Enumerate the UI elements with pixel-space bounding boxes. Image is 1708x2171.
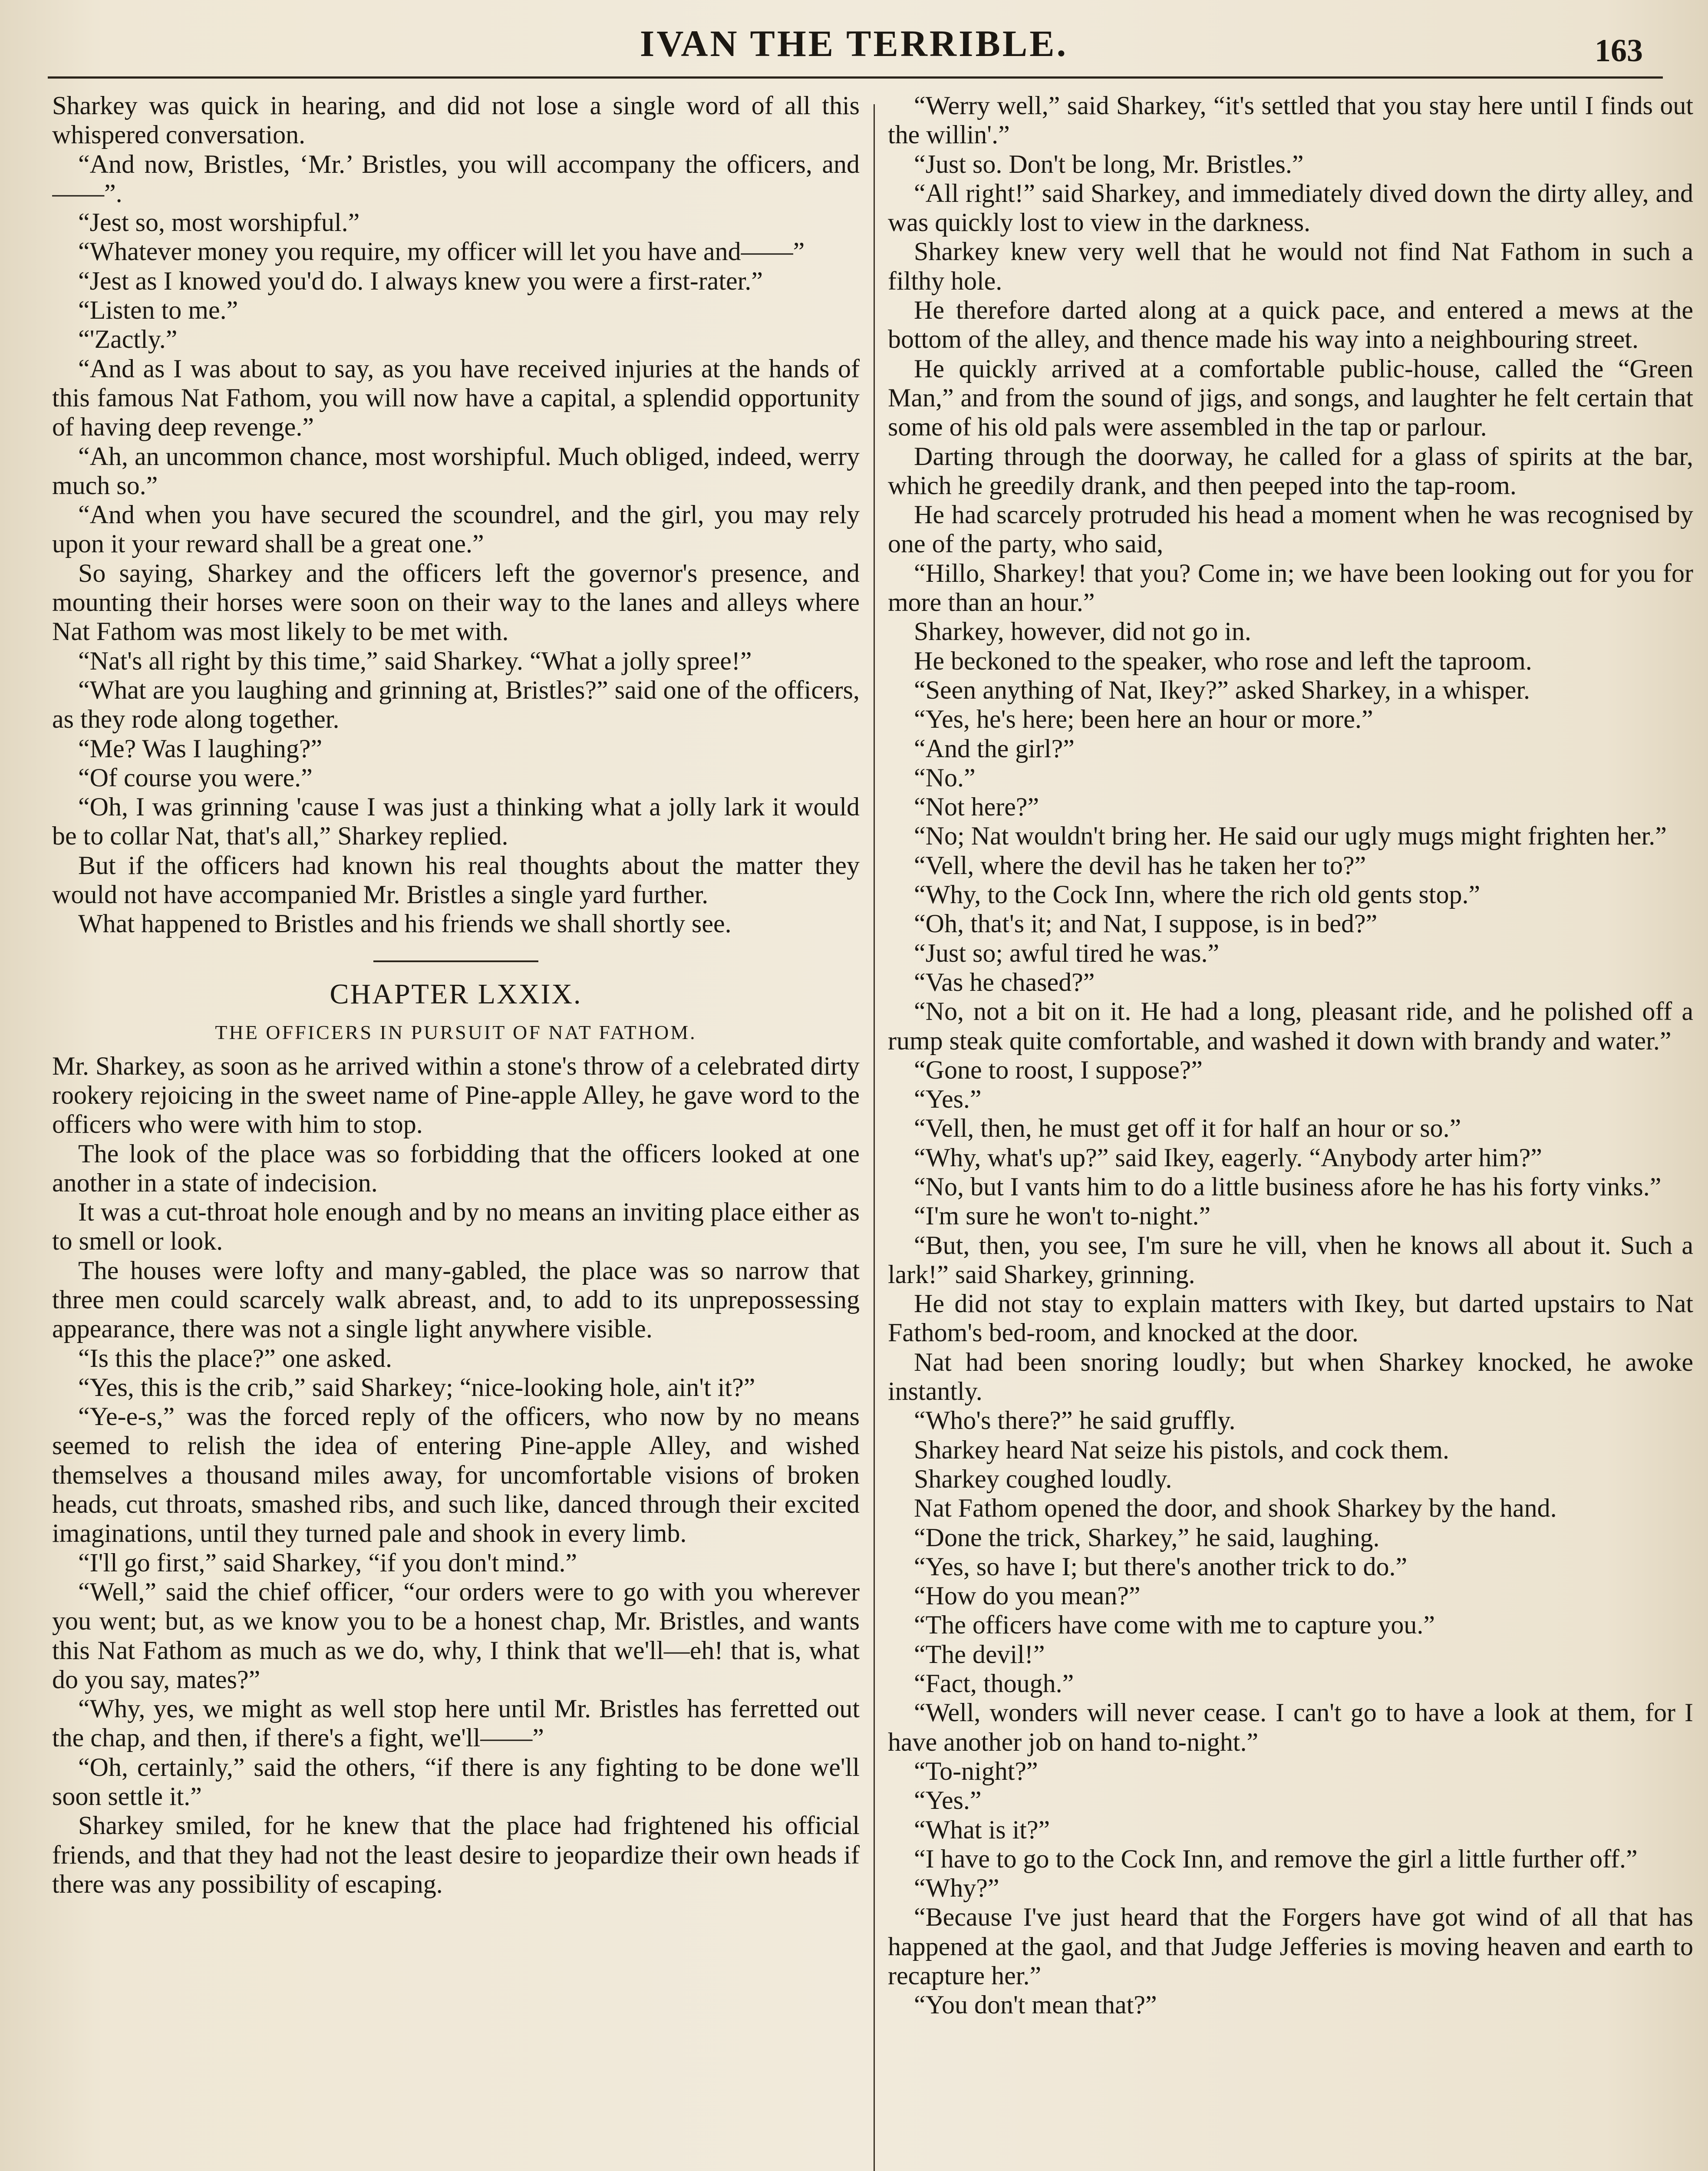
paragraph: “Why?” — [914, 1874, 999, 1903]
paragraph: “No, but I vants him to do a little business afore he has his forty vinks.” — [914, 1172, 1662, 1201]
paragraph: “Why, to the Cock Inn, where the rich old gents stop.” — [914, 880, 1480, 909]
paragraph: He quickly arrived at a comfortable public-house, called the “Green Man,” and from the sound of jigs, and songs, and laughter he felt certain that some of his old pals were assembled in the tap or parlour. — [888, 354, 1693, 442]
paragraph: “Jest so, most worshipful.” — [78, 208, 360, 237]
paragraph: “Ye-e-s,” was the forced reply of the officers, who now by no means seemed to relish the idea of entering Pine-apple Alley, and wished themselves a thousand miles away, for uncomfortable visions of broken heads, cut throats, smashed ribs, and such like, danced through their excited imaginations, until they turned pale and shook in every limb. — [52, 1402, 860, 1548]
paragraph: “And the girl?” — [914, 734, 1075, 763]
page-number: 163 — [1595, 33, 1643, 69]
paragraph: “I'm sure he won't to-night.” — [914, 1201, 1211, 1231]
paragraph: “Seen anything of Nat, Ikey?” asked Sharkey, in a whisper. — [914, 675, 1530, 704]
paragraph: “The devil!” — [914, 1640, 1045, 1669]
paragraph: “Just so. Don't be long, Mr. Bristles.” — [914, 149, 1304, 178]
paragraph: “But, then, you see, I'm sure he vill, vhen he knows all about it. Such a lark!” said Sharkey, grinning. — [888, 1231, 1693, 1289]
paragraph: Sharkey heard Nat seize his pistols, and cock them. — [914, 1435, 1449, 1464]
paragraph: “Jest as I knowed you'd do. I always knew you were a first-rater.” — [78, 266, 763, 295]
right-paragraphs — [888, 91, 1693, 2020]
paragraph: Nat had been snoring loudly; but when Sharkey knocked, he awoke instantly. — [888, 1347, 1693, 1406]
paragraph: He beckoned to the speaker, who rose and left the taproom. — [914, 646, 1532, 675]
paragraph: The houses were lofty and many-gabled, the place was so narrow that three men could scarcely walk abreast, and, to add to its unprepossessing appearance, there was not a single light anywhere visible. — [52, 1256, 860, 1343]
left-column — [52, 91, 860, 2171]
chapter-title: CHAPTER LXXIX. — [330, 978, 582, 1010]
paragraph: Sharkey coughed loudly. — [914, 1464, 1172, 1493]
paragraph: “No; Nat wouldn't bring her. He said our ugly mugs might frighten her.” — [914, 822, 1667, 851]
header-rule — [48, 76, 1663, 79]
paragraph: “The officers have come with me to capture you.” — [914, 1610, 1435, 1640]
paragraph: But if the officers had known his real thoughts about the matter they would not have accompanied Mr. Bristles a single yard further. — [52, 851, 860, 909]
paragraph: “Why, what's up?” said Ikey, eagerly. “Anybody arter him?” — [914, 1143, 1542, 1172]
paragraph: “Yes.” — [914, 1085, 982, 1114]
paragraph: “Yes.” — [914, 1786, 982, 1815]
paragraph: Nat Fathom opened the door, and shook Sharkey by the hand. — [914, 1494, 1557, 1523]
paragraph: “What is it?” — [914, 1815, 1050, 1844]
paragraph: “Yes, he's here; been here an hour or more.” — [914, 705, 1373, 734]
paragraph: “'Zactly.” — [78, 325, 178, 354]
paragraph: “Just so; awful tired he was.” — [914, 938, 1220, 967]
paragraph: “Vas he chased?” — [914, 967, 1095, 996]
paragraph: “Nat's all right by this time,” said Sharkey. “What a jolly spree!” — [78, 646, 752, 675]
paragraph: “All right!” said Sharkey, and immediately dived down the dirty alley, and was quickly lost to view in the darkness. — [888, 178, 1693, 237]
paragraph: “Me? Was I laughing?” — [78, 734, 323, 763]
right-column — [888, 91, 1693, 2171]
paragraph: “No.” — [914, 763, 976, 792]
paragraph: “Vell, where the devil has he taken her to?” — [914, 851, 1366, 880]
paragraph: “Who's there?” he said gruffly. — [914, 1406, 1236, 1435]
paragraph: Sharkey smiled, for he knew that the place had frightened his official friends, and that they had not the least desire to jeopardize their own heads if there was any possibility of escaping. — [52, 1811, 860, 1898]
paragraph: “Ah, an uncommon chance, most worshipful. Much obliged, indeed, werry much so.” — [52, 442, 860, 500]
paragraph: Mr. Sharkey, as soon as he arrived within a stone's throw of a celebrated dirty rookery rejoicing in the sweet name of Pine-apple Alley, he gave word to the officers who were with him to stop. — [52, 1051, 860, 1139]
paragraph: “Oh, that's it; and Nat, I suppose, is in bed?” — [914, 909, 1378, 938]
paragraph: “Done the trick, Sharkey,” he said, laughing. — [914, 1523, 1380, 1552]
paragraph: “I have to go to the Cock Inn, and remove the girl a little further off.” — [914, 1844, 1638, 1873]
chapter-rule — [373, 960, 538, 962]
paragraph: “How do you mean?” — [914, 1581, 1141, 1610]
paragraph: “And as I was about to say, as you have received injuries at the hands of this famous Nat Fathom, you will now have a capital, a splendid opportunity of having deep revenge.” — [52, 354, 860, 442]
paragraph: “Oh, certainly,” said the others, “if there is any fighting to be done we'll soon settle it.” — [52, 1752, 860, 1811]
left-paragraphs-after-chapter — [52, 1052, 860, 1899]
paragraph: “Why, yes, we might as well stop here until Mr. Bristles has ferretted out the chap, and then, if there's a fight, we'll——” — [52, 1694, 860, 1752]
paragraph: “Hillo, Sharkey! that you? Come in; we have been looking out for you for more than an hour.” — [888, 558, 1693, 617]
paragraph: “To-night?” — [914, 1756, 1038, 1785]
paragraph: He had scarcely protruded his head a moment when he was recognised by one of the party, who said, — [888, 500, 1693, 558]
paragraph: Sharkey knew very well that he would not find Nat Fathom in such a filthy hole. — [888, 237, 1693, 295]
paragraph: “Werry well,” said Sharkey, “it's settled that you stay here until I finds out the willin'.” — [888, 91, 1693, 149]
paragraph: “Listen to me.” — [78, 296, 238, 325]
paragraph: “Whatever money you require, my officer will let you have and——” — [78, 237, 805, 266]
column-divider — [874, 104, 875, 2171]
paragraph: What happened to Bristles and his friends we shall shortly see. — [78, 909, 732, 938]
paragraph: “Not here?” — [914, 792, 1039, 822]
paragraph: “Oh, I was grinning 'cause I was just a thinking what a jolly lark it would be to collar Nat, that's all,” Sharkey replied. — [52, 792, 860, 851]
paragraph: “And now, Bristles, ‘Mr.’ Bristles, you will accompany the officers, and——”. — [52, 149, 860, 208]
paragraph: “I'll go first,” said Sharkey, “if you don't mind.” — [78, 1548, 577, 1577]
paragraph: “Is this the place?” one asked. — [78, 1343, 392, 1373]
running-title: IVAN THE TERRIBLE. — [640, 23, 1068, 64]
paragraph: “Gone to roost, I suppose?” — [914, 1055, 1203, 1084]
paragraph: “Fact, though.” — [914, 1669, 1074, 1698]
paragraph: “No, not a bit on it. He had a long, pleasant ride, and he polished off a rump steak quite comfortable, and washed it down with brandy and water.” — [888, 997, 1693, 1055]
chapter-subtitle: THE OFFICERS IN PURSUIT OF NAT FATHOM. — [215, 1021, 697, 1043]
paragraph: It was a cut-throat hole enough and by no means an inviting place either as to smell or look. — [52, 1198, 860, 1256]
paragraph: “Well, wonders will never cease. I can't go to have a look at them, for I have another job on hand to-night.” — [888, 1698, 1693, 1756]
paragraph: He did not stay to explain matters with Ikey, but darted upstairs to Nat Fathom's bed-room, and knocked at the door. — [888, 1289, 1693, 1347]
paragraph: Sharkey was quick in hearing, and did not lose a single word of all this whispered conversation. — [52, 91, 860, 149]
paragraph: “Yes, so have I; but there's another trick to do.” — [914, 1552, 1408, 1581]
paragraph: Darting through the doorway, he called for a glass of spirits at the bar, which he greedily drank, and then peeped into the tap-room. — [888, 442, 1693, 500]
paragraph: Sharkey, however, did not go in. — [914, 617, 1251, 646]
paragraph: “Well,” said the chief officer, “our orders were to go with you wherever you went; but, as we know you to be a honest chap, Mr. Bristles, and wants this Nat Fathom as much as we do, why, I think that we'll—eh! that is, what do you say, mates?” — [52, 1577, 860, 1694]
paragraph: So saying, Sharkey and the officers left the governor's presence, and mounting their horses were soon on their way to the lanes and alleys where Nat Fathom was most likely to be met with. — [52, 558, 860, 646]
paragraph: “Yes, this is the crib,” said Sharkey; “nice-looking hole, ain't it?” — [78, 1373, 755, 1402]
paragraph: The look of the place was so forbidding that the officers looked at one another in a state of indecision. — [52, 1139, 860, 1197]
paragraph: “You don't mean that?” — [914, 1990, 1157, 2019]
paragraph: “What are you laughing and grinning at, Bristles?” said one of the officers, as they rode along together. — [52, 675, 860, 734]
left-paragraphs-before-chapter — [52, 91, 860, 939]
paragraph: “Because I've just heard that the Forgers have got wind of all that has happened at the gaol, and that Judge Jefferies is moving heaven and earth to recapture her.” — [888, 1903, 1693, 1990]
paragraph: “Vell, then, he must get off it for half an hour or so.” — [914, 1114, 1461, 1143]
paragraph: He therefore darted along at a quick pace, and entered a mews at the bottom of the alley, and thence made his way into a neighbouring street. — [888, 296, 1693, 354]
paragraph: “Of course you were.” — [78, 763, 313, 792]
paragraph: “And when you have secured the scoundrel, and the girl, you may rely upon it your reward shall be a great one.” — [52, 500, 860, 558]
